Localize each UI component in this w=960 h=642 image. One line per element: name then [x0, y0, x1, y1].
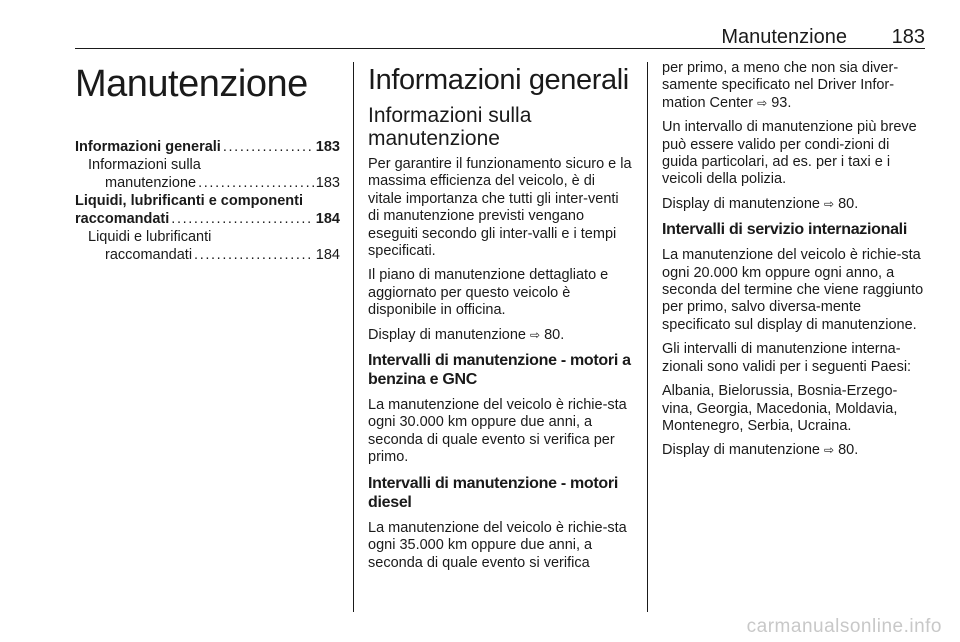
toc-entry-liquidi-lubrificanti[interactable]: [75, 192, 340, 228]
watermark: carmanualsonline.info: [746, 616, 942, 637]
toc-leader: [198, 174, 314, 192]
cross-reference-page: 80.: [838, 442, 859, 459]
toc-entry-title-line2: raccomandati: [105, 247, 193, 263]
toc-entry-liquidi-e-lubrificanti-raccomandati[interactable]: [75, 228, 340, 264]
toc-leader: [223, 138, 314, 156]
paragraph: Il piano di manutenzione dettagliato e aggiornato per questo veicolo è disponibile in officina.: [368, 267, 609, 319]
cross-reference-text: Display di manutenzione: [368, 326, 526, 343]
toc-entry-title: Informazioni generali: [75, 139, 221, 155]
content-column-2: [368, 60, 632, 579]
chapter-title: Manutenzione: [75, 63, 308, 105]
arrow-right-icon: ⇨: [824, 443, 835, 458]
column-divider-2: [647, 62, 648, 612]
arrow-right-icon: ⇨: [757, 95, 768, 110]
toc-column: [75, 60, 340, 264]
paragraph: La manutenzione del veicolo è richie-sta ogni 30.000 km oppure due anni, a seconda di quale evento si verifica per primo.: [368, 397, 627, 466]
arrow-right-icon: ⇨: [530, 327, 541, 342]
page-header: [75, 26, 925, 49]
page-number: 183: [891, 26, 925, 48]
cross-reference[interactable]: [662, 442, 926, 459]
subsection-heading-line1: Informazioni sulla: [368, 104, 532, 127]
running-title: Manutenzione: [721, 26, 847, 48]
toc-entry-title-line1: Liquidi e lubrificanti: [88, 229, 212, 245]
column-divider-1: [353, 62, 354, 612]
toc-entry-page: 184: [315, 247, 340, 263]
cross-reference-page: 80.: [544, 326, 565, 343]
toc-entry-page: 184: [315, 211, 340, 227]
cross-reference-page: 80.: [838, 195, 859, 212]
heading-petrol-cng: Intervalli di manutenzione - motori a benzina e GNC: [368, 352, 631, 389]
toc-entry-title-line1: Liquidi, lubrificanti e componenti: [75, 193, 303, 209]
paragraph: La manutenzione del veicolo è richie-sta ogni 35.000 km oppure due anni, a seconda di quale evento si verifica: [368, 519, 627, 571]
section-heading: Informazioni generali: [368, 64, 629, 96]
paragraph-with-reference: [662, 60, 926, 112]
toc-leader: [194, 246, 314, 264]
toc-entry-title-line2: raccomandati: [75, 211, 170, 227]
cross-reference-text: Display di manutenzione: [662, 442, 820, 459]
toc-leader: [171, 210, 314, 228]
cross-reference-page[interactable]: 93.: [771, 94, 792, 111]
paragraph: Gli intervalli di manutenzione interna-zionali sono validi per i seguenti Paesi:: [662, 341, 912, 375]
toc-entry-informazioni-generali[interactable]: [75, 138, 340, 156]
subsection-heading-line2: manutenzione: [368, 127, 500, 150]
toc-entry-title-line2: manutenzione: [105, 175, 197, 191]
cross-reference-text: Display di manutenzione: [662, 195, 820, 212]
paragraph-text: per primo, a meno che non sia diver-samente specificato nel Driver Infor-mation Center: [662, 60, 899, 111]
paragraph: Per garantire il funzionamento sicuro e la massima efficienza del veicolo, è di vitale importanza che tutti gli inter-venti di manutenzione previsti vengano eseguiti secondo gli inter-valli e i tempi specificati.: [368, 156, 632, 260]
paragraph: Albania, Bielorussia, Bosnia-Erzego-vina, Georgia, Macedonia, Moldavia, Montenegro, Serbia, Ucraina.: [662, 383, 898, 434]
heading-diesel: Intervalli di manutenzione - motori diesel: [368, 474, 618, 511]
heading-international-intervals: Intervalli di servizio internazionali: [662, 221, 907, 239]
cross-reference[interactable]: [368, 327, 632, 344]
toc-entry-informazioni-sulla-manutenzione[interactable]: [75, 156, 340, 192]
toc-entry-title-line1: Informazioni sulla: [88, 157, 201, 173]
toc-entry-page: 183: [315, 175, 340, 191]
paragraph: La manutenzione del veicolo è richie-sta ogni 20.000 km oppure ogni anno, a seconda del termine che viene raggiunto per primo, salvo diversa-mente specificato sul display di manutenzione.: [662, 247, 924, 333]
cross-reference[interactable]: [662, 196, 926, 213]
arrow-right-icon: ⇨: [824, 196, 835, 211]
paragraph: Un intervallo di manutenzione più breve può essere valido per condi-zioni di guida particolari, ad es. per i taxi e i veicoli della polizia.: [662, 119, 917, 188]
subsection-heading: [368, 104, 632, 150]
content-column-3: [662, 60, 926, 467]
toc-entry-page: 183: [315, 139, 340, 155]
